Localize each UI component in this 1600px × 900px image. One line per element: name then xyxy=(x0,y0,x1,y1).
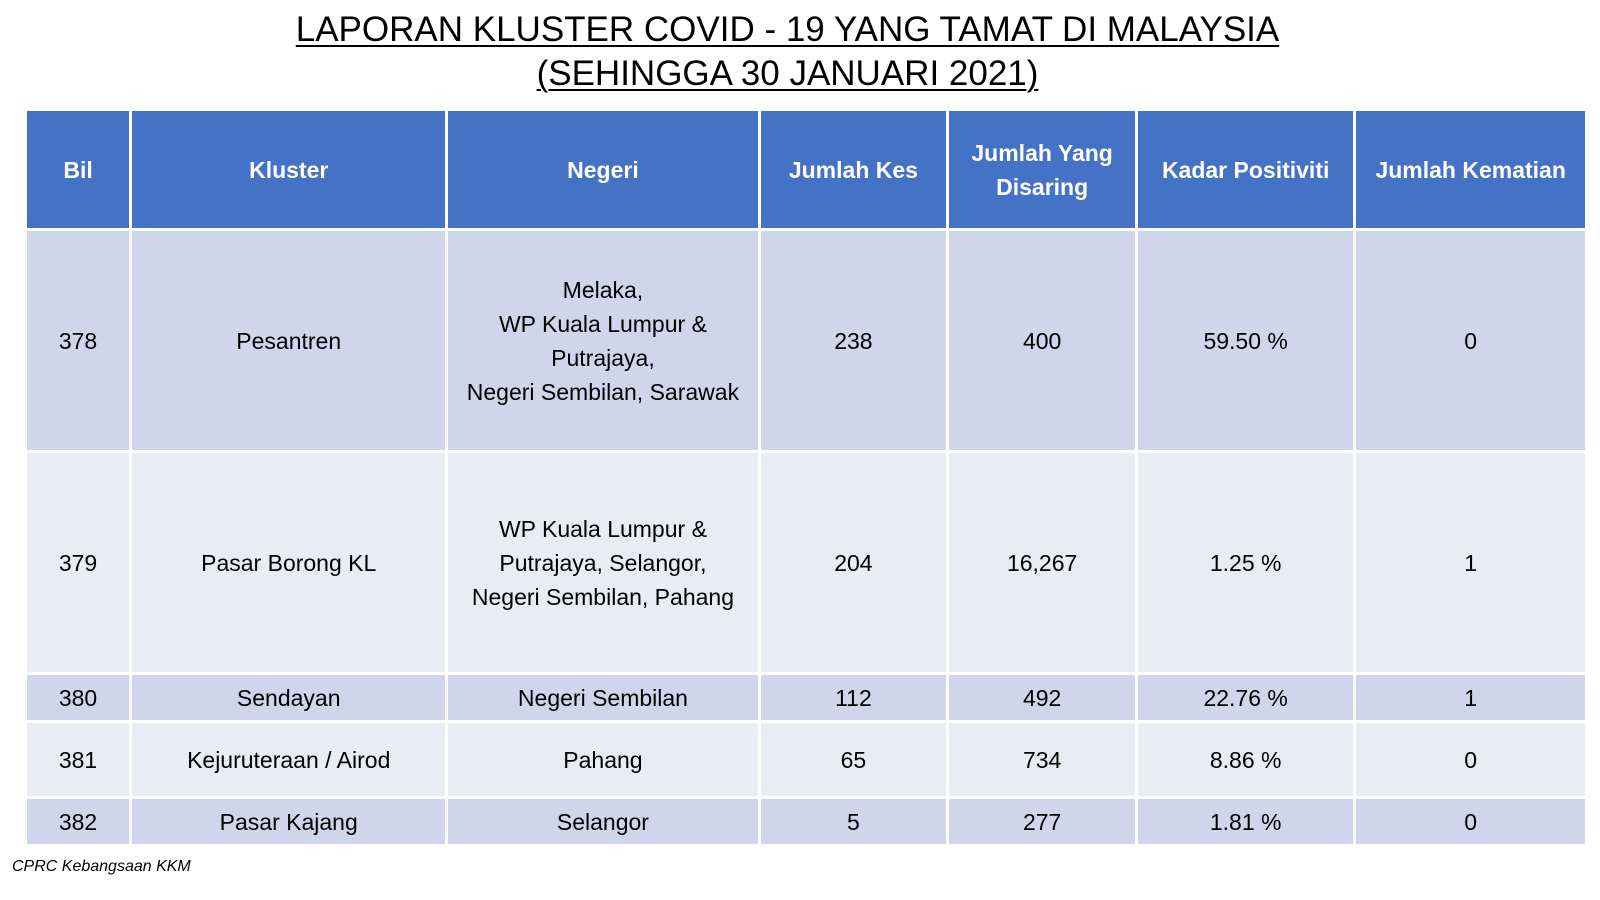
table-row xyxy=(26,722,1587,798)
cell-negeri xyxy=(447,722,759,798)
cell-jumlah-disaring: 16,267 xyxy=(948,452,1137,674)
cell-jumlah-disaring: 277 xyxy=(948,798,1137,846)
cell-jumlah-kematian: 0 xyxy=(1355,722,1587,798)
cell-jumlah-disaring: 734 xyxy=(948,722,1137,798)
negeri-line: Selangor xyxy=(556,808,649,835)
cell-negeri xyxy=(447,674,759,722)
cell-kadar-positiviti: 8.86 % xyxy=(1137,722,1355,798)
cell-jumlah-kematian: 1 xyxy=(1355,452,1587,674)
cluster-table xyxy=(24,108,1588,847)
cell-jumlah-kes: 65 xyxy=(759,722,948,798)
header-bil: Bil xyxy=(26,110,131,230)
header-kadar-positiviti: Kadar Positiviti xyxy=(1137,110,1355,230)
negeri-line: Pahang xyxy=(563,746,643,773)
table-row xyxy=(26,230,1587,452)
header-negeri: Negeri xyxy=(447,110,759,230)
cell-kluster: Pasar Borong KL xyxy=(131,452,447,674)
header-jumlah-kematian: Jumlah Kematian xyxy=(1355,110,1587,230)
negeri-line: Putrajaya, Selangor, xyxy=(499,549,707,576)
table-header-row xyxy=(26,110,1587,230)
cell-kadar-positiviti: 1.81 % xyxy=(1137,798,1355,846)
cell-jumlah-disaring: 400 xyxy=(948,230,1137,452)
header-jumlah-disaring xyxy=(948,110,1137,230)
header-jumlah-disaring-line-2: Disaring xyxy=(996,173,1089,200)
negeri-line: Melaka, xyxy=(562,276,644,303)
cell-bil: 378 xyxy=(26,230,131,452)
negeri-line: WP Kuala Lumpur & xyxy=(498,310,707,337)
negeri-line: WP Kuala Lumpur & xyxy=(498,515,707,542)
cell-kadar-positiviti: 1.25 % xyxy=(1137,452,1355,674)
cell-negeri xyxy=(447,452,759,674)
cell-kadar-positiviti: 22.76 % xyxy=(1137,674,1355,722)
table-row xyxy=(26,452,1587,674)
cell-jumlah-kes: 112 xyxy=(759,674,948,722)
negeri-line: Negeri Sembilan xyxy=(517,684,688,711)
cell-kluster: Kejuruteraan / Airod xyxy=(131,722,447,798)
header-jumlah-kes: Jumlah Kes xyxy=(759,110,948,230)
title-line-1: LAPORAN KLUSTER COVID - 19 YANG TAMAT DI MALAYSIA xyxy=(295,10,1280,49)
negeri-line: Putrajaya, xyxy=(551,344,655,371)
table-row xyxy=(26,674,1587,722)
cell-bil: 382 xyxy=(26,798,131,846)
cell-jumlah-kes: 204 xyxy=(759,452,948,674)
page-title xyxy=(0,8,1575,96)
cell-bil: 381 xyxy=(26,722,131,798)
header-jumlah-disaring-line-1: Jumlah Yang xyxy=(971,139,1113,166)
cell-kluster: Sendayan xyxy=(131,674,447,722)
cell-negeri xyxy=(447,230,759,452)
cell-kluster: Pasar Kajang xyxy=(131,798,447,846)
cell-jumlah-kematian: 1 xyxy=(1355,674,1587,722)
cell-negeri xyxy=(447,798,759,846)
cell-jumlah-disaring: 492 xyxy=(948,674,1137,722)
cell-kadar-positiviti: 59.50 % xyxy=(1137,230,1355,452)
negeri-line: Negeri Sembilan, Pahang xyxy=(471,583,734,610)
cell-jumlah-kes: 5 xyxy=(759,798,948,846)
cell-bil: 379 xyxy=(26,452,131,674)
title-line-2: (SEHINGGA 30 JANUARI 2021) xyxy=(536,54,1039,93)
cell-jumlah-kematian: 0 xyxy=(1355,798,1587,846)
table-row xyxy=(26,798,1587,846)
header-kluster: Kluster xyxy=(131,110,447,230)
cell-kluster: Pesantren xyxy=(131,230,447,452)
cell-jumlah-kes: 238 xyxy=(759,230,948,452)
negeri-line: Negeri Sembilan, Sarawak xyxy=(466,378,740,405)
source-note: CPRC Kebangsaan KKM xyxy=(12,858,191,875)
cell-bil: 380 xyxy=(26,674,131,722)
cell-jumlah-kematian: 0 xyxy=(1355,230,1587,452)
